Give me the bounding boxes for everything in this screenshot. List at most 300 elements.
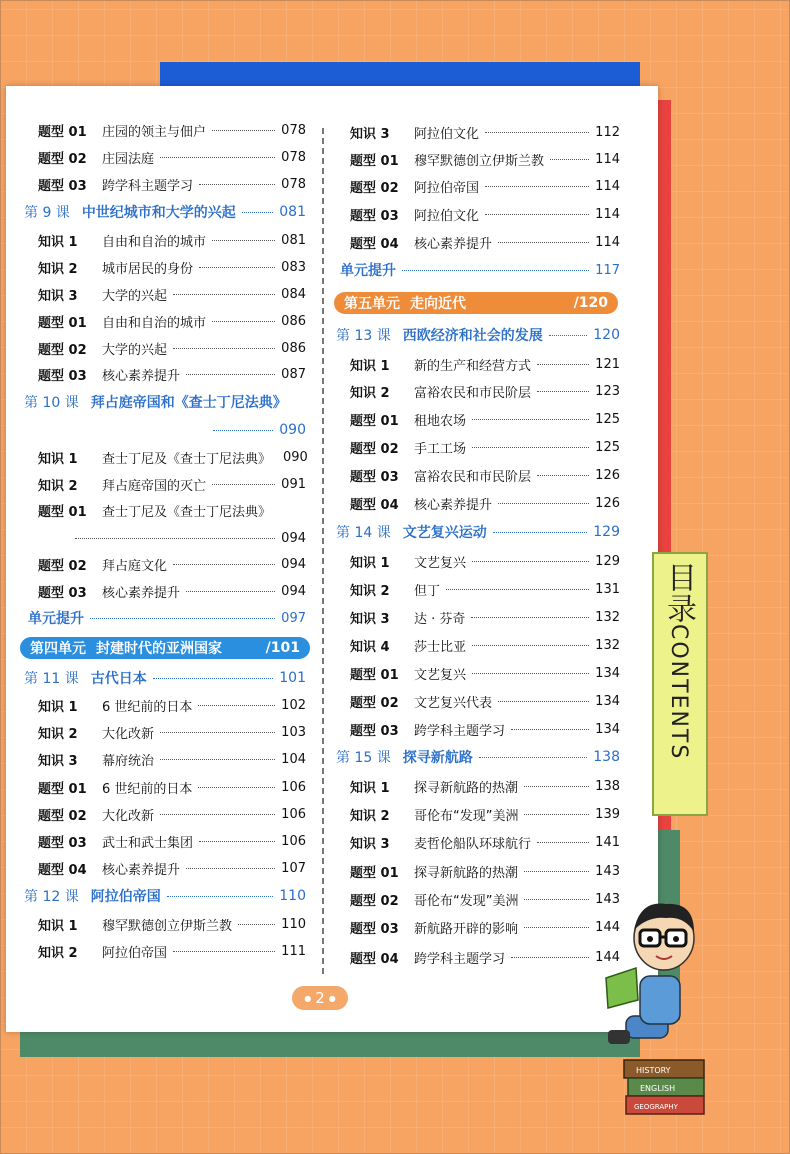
toc-leader-dots [167,896,274,897]
toc-leader-dots [485,132,589,133]
toc-entry [350,407,620,431]
toc-entry [350,774,620,798]
toc-leader-dots [472,447,589,448]
toc-page-number: 078 [281,149,306,165]
toc-entry-prefix: 题型 02 [38,808,87,824]
toc-entry [350,633,620,657]
toc-leader-dots [524,927,589,928]
unit-banner-label: 第五单元 [344,296,400,312]
toc-leader-dots [402,270,589,271]
toc-page-number: 139 [595,806,620,822]
toc-entry [350,352,620,376]
toc-page-number: 120 [593,327,620,343]
toc-page-number: 110 [279,888,306,904]
toc-entry [38,362,306,386]
toc-entry-prefix: 第 14 课 [336,525,391,541]
toc-entry [38,255,306,279]
toc-page-number: 087 [281,366,306,382]
toc-entry [350,859,620,883]
toc-entry [350,549,620,573]
toc-page-number: 103 [281,724,306,740]
toc-entry-title: 庄园法庭 [102,151,155,167]
toc-entry-prefix: 知识 2 [38,945,78,961]
toc-leader-dots [537,364,589,365]
toc-page-number: 112 [595,124,620,140]
toc-leader-dots [479,757,588,758]
toc-entry-prefix: 题型 03 [350,469,399,485]
toc-leader-dots [493,532,588,533]
toc-leader-dots [238,924,275,925]
toc-entry-prefix: 题型 02 [38,151,87,167]
toc-page-number: 090 [279,422,306,438]
toc-page-number: 114 [595,178,620,194]
toc-entry-prefix: 题型 01 [38,781,87,797]
toc-entry-prefix: 知识 1 [38,451,78,467]
toc-entry-title: 庄园的领主与佃户 [102,124,207,140]
toc-entry-title: 租地农场 [414,413,467,429]
unit-banner-page: /101 [265,640,300,656]
toc-page-number: 143 [595,891,620,907]
toc-leader-dots [472,673,589,674]
contents-cn: 目录 [661,562,696,624]
toc-leader-dots [186,374,275,375]
toc-continuation [24,418,306,442]
toc-leader-dots [160,732,275,733]
toc-leader-dots [537,842,589,843]
toc-entry [350,887,620,911]
toc-page-number: 132 [595,609,620,625]
toc-entry [38,693,306,717]
toc-entry-prefix: 第 11 课 [24,671,79,687]
toc-leader-dots [446,589,589,590]
toc-page-number: 138 [593,749,620,765]
toc-leader-dots [173,348,275,349]
toc-entry [38,912,306,936]
toc-entry-title: 核心素养提升 [102,585,181,601]
toc-entry-title: 拜占庭帝国的灭亡 [102,478,207,494]
toc-entry-title: 阿拉伯文化 [414,126,480,142]
toc-page-number: 117 [595,262,620,278]
toc-page-number: 114 [595,206,620,222]
toc-page-number: 101 [279,670,306,686]
toc-entry-prefix: 题型 03 [38,368,87,384]
toc-leader-dots [498,242,589,243]
toc-lesson [24,390,306,414]
toc-page-number: 106 [281,833,306,849]
toc-entry-title: 阿拉伯帝国 [102,945,168,961]
toc-entry-prefix: 知识 3 [350,836,390,852]
unit-banner-title: 走向近代 [410,296,466,312]
toc-entry [38,228,306,252]
toc-entry-title: 阿拉伯文化 [414,208,480,224]
toc-entry [38,802,306,826]
toc-leader-dots [173,294,275,295]
toc-entry-prefix: 题型 02 [350,695,399,711]
toc-page-number: 138 [595,778,620,794]
toc-entry-title: 新航路开辟的影响 [414,921,519,937]
page-number [292,986,348,1010]
book-3-label: GEOGRAPHY [634,1103,678,1111]
toc-page-number: 144 [595,919,620,935]
toc-page-number: 144 [595,949,620,965]
toc-entry [38,118,306,142]
toc-entry-title: 穆罕默德创立伊斯兰教 [414,153,545,169]
toc-entry [350,915,620,939]
toc-page-number: 090 [283,449,308,465]
toc-page-number: 097 [281,610,306,626]
toc-entry-title: 中世纪城市和大学的兴起 [81,205,236,221]
toc-entry-title: 古代日本 [90,671,147,687]
toc-entry-prefix: 题型 03 [350,208,399,224]
toc-entry [350,463,620,487]
toc-entry-title: 6 世纪前的日本 [102,781,193,797]
unit-banner [20,637,310,659]
toc-page-number: 111 [281,943,306,959]
toc-entry-title: 查士丁尼及《查士丁尼法典》 [102,451,272,467]
toc-entry [38,145,306,169]
toc-entry [350,945,620,969]
toc-page-number: 104 [281,751,306,767]
toc-entry-title: 自由和自治的城市 [102,234,207,250]
toc-leader-dots [549,335,588,336]
toc-page-number: 134 [595,721,620,737]
toc-entry-prefix: 题型 03 [350,723,399,739]
toc-unit-review [24,606,306,630]
toc-page-number: 141 [595,834,620,850]
toc-entry-title: 阿拉伯帝国 [90,889,161,905]
toc-entry [350,577,620,601]
toc-entry-prefix: 题型 03 [38,178,87,194]
toc-page-number: 126 [595,467,620,483]
toc-page-number: 132 [595,637,620,653]
toc-entry [38,579,306,603]
toc-entry [350,717,620,741]
toc-page-number: 094 [281,583,306,599]
toc-page-number: 078 [281,122,306,138]
contents-en: CONTENTS [666,624,691,761]
toc-leader-dots [537,475,589,476]
toc-entry-title: 哥伦布“发现”美洲 [414,808,519,824]
toc-entry-title: 文艺复兴 [414,555,467,571]
toc-leader-dots [471,617,589,618]
toc-entry-prefix: 知识 3 [38,288,78,304]
toc-page-number: 078 [281,176,306,192]
toc-lesson [336,520,620,544]
toc-leader-dots [212,484,275,485]
toc-leader-dots [511,729,589,730]
unit-banner [334,292,618,314]
toc-page-number: 126 [595,495,620,511]
boy-shoe [608,1030,630,1044]
toc-entry-title: 富裕农民和市民阶层 [414,385,532,401]
toc-leader-dots [472,645,589,646]
toc-entry-prefix: 知识 2 [38,478,78,494]
toc-entry [350,379,620,403]
toc-page-number: 131 [595,581,620,597]
toc-entry [350,147,620,171]
toc-entry-title: 麦哲伦船队环球航行 [414,836,532,852]
toc-entry-prefix: 知识 2 [350,385,390,401]
toc-leader-dots [212,321,275,322]
unit-banner-title: 封建时代的亚洲国家 [96,641,222,657]
toc-entry-prefix: 题型 04 [350,236,399,252]
toc-entry-title: 文艺复兴 [414,667,467,683]
toc-leader-dots [75,538,275,539]
toc-entry-title: 核心素养提升 [102,368,181,384]
toc-entry-prefix: 题型 02 [38,342,87,358]
toc-entry-title: 武士和武士集团 [102,835,194,851]
toc-page-number: 106 [281,806,306,822]
toc-entry-title: 文艺复兴代表 [414,695,493,711]
toc-leader-dots [550,159,589,160]
toc-entry-prefix: 知识 1 [38,918,78,934]
toc-entry-title: 阿拉伯帝国 [414,180,480,196]
toc-lesson [24,884,306,908]
toc-entry [350,830,620,854]
page-number-dot-left: ● [304,993,312,1003]
toc-leader-dots [173,564,275,565]
toc-entry [38,336,306,360]
toc-page-number: 094 [281,530,306,546]
eye-right [673,936,679,942]
eye-left [647,936,653,942]
toc-page-number: 083 [281,259,306,275]
toc-leader-dots [524,814,589,815]
toc-entry [350,120,620,144]
toc-entry [350,605,620,629]
toc-entry-title: 查士丁尼及《查士丁尼法典》 [102,504,272,520]
toc-entry [38,552,306,576]
toc-page-number: 125 [595,411,620,427]
toc-page-number: 081 [281,232,306,248]
toc-entry-title: 富裕农民和市民阶层 [414,469,532,485]
toc-entry [38,472,306,496]
toc-entry-prefix: 第 13 课 [336,328,391,344]
toc-entry [350,174,620,198]
toc-entry [38,498,306,522]
toc-leader-dots [160,759,275,760]
held-book [606,968,638,1008]
toc-page-number: 129 [593,524,620,540]
toc-entry-prefix: 题型 02 [350,180,399,196]
toc-entry-title: 幕府统治 [102,753,155,769]
toc-entry-prefix: 知识 3 [350,126,390,142]
toc-entry-title: 达 · 芬奇 [414,611,466,627]
toc-entry [350,802,620,826]
toc-continuation [24,526,306,550]
toc-entry-title: 单元提升 [28,611,84,627]
toc-leader-dots [485,186,589,187]
toc-leader-dots [153,678,274,679]
toc-entry [350,202,620,226]
toc-entry-title: 自由和自治的城市 [102,315,207,331]
toc-entry [38,747,306,771]
toc-entry-title: 但丁 [414,583,441,599]
toc-page-number: 086 [281,340,306,356]
book-1-label: HISTORY [636,1066,671,1075]
toc-entry-title: 哥伦布“发现”美洲 [414,893,519,909]
toc-entry-prefix: 知识 2 [350,808,390,824]
toc-entry-prefix: 第 10 课 [24,395,79,411]
toc-entry-title: 新的生产和经营方式 [414,358,532,374]
toc-page-number: 143 [595,863,620,879]
toc-entry-prefix: 知识 1 [350,780,390,796]
toc-page-number: 091 [281,476,306,492]
toc-entry-prefix: 题型 03 [38,835,87,851]
toc-page-number: 081 [279,204,306,220]
toc-entry-title: 拜占庭文化 [102,558,168,574]
toc-page-number: 121 [595,356,620,372]
toc-leader-dots [160,814,275,815]
toc-entry-prefix: 题型 01 [350,153,399,169]
toc-entry-prefix: 知识 3 [38,753,78,769]
toc-page-number: 129 [595,553,620,569]
toc-page-number: 084 [281,286,306,302]
toc-leader-dots [212,240,275,241]
toc-entry-prefix: 知识 1 [38,699,78,715]
toc-entry-prefix: 知识 3 [350,611,390,627]
toc-leader-dots [242,212,273,213]
toc-leader-dots [212,130,275,131]
toc-entry-title: 核心素养提升 [414,497,493,513]
toc-page-number: 102 [281,697,306,713]
contents-tab-label [660,562,700,760]
unit-banner-page: /120 [573,295,608,311]
toc-leader-dots [511,957,589,958]
toc-entry-title: 探寻新航路 [402,750,473,766]
toc-leader-dots [198,705,275,706]
toc-entry-prefix: 知识 1 [38,234,78,250]
toc-page-number: 110 [281,916,306,932]
toc-leader-dots [472,561,589,562]
toc-leader-dots [186,591,275,592]
toc-entry-title: 莎士比亚 [414,639,467,655]
toc-entry-prefix: 题型 02 [38,558,87,574]
toc-leader-dots [199,267,275,268]
book-2-label: ENGLISH [640,1084,676,1093]
toc-entry-title: 6 世纪前的日本 [102,699,193,715]
toc-entry [350,435,620,459]
toc-page-number: 114 [595,234,620,250]
toc-entry-prefix: 题型 02 [350,441,399,457]
boy-body [640,976,680,1024]
toc-entry-title: 跨学科主题学习 [414,723,506,739]
toc-leader-dots [524,899,589,900]
toc-lesson [336,323,620,347]
toc-leader-dots [498,701,589,702]
toc-entry-prefix: 题型 03 [38,585,87,601]
toc-lesson [336,745,620,769]
toc-entry-title: 拜占庭帝国和《查士丁尼法典》 [90,395,287,411]
toc-leader-dots [524,786,589,787]
toc-entry-title: 文艺复兴运动 [402,525,487,541]
toc-entry-prefix: 题型 04 [38,862,87,878]
toc-leader-dots [198,787,275,788]
toc-entry [350,661,620,685]
toc-entry [38,775,306,799]
toc-entry-title: 手工工场 [414,441,467,457]
toc-leader-dots [160,157,275,158]
toc-unit-review [336,258,620,282]
toc-page-number: 125 [595,439,620,455]
unit-banner-label: 第四单元 [30,641,86,657]
page-number-value: 2 [315,989,325,1007]
toc-entry-title: 核心素养提升 [102,862,181,878]
toc-entry-title: 探寻新航路的热潮 [414,780,519,796]
toc-leader-dots [199,184,275,185]
toc-entry-title: 跨学科主题学习 [414,951,506,967]
toc-entry-prefix: 第 12 课 [24,889,79,905]
toc-entry-prefix: 题型 01 [38,315,87,331]
toc-leader-dots [537,391,589,392]
toc-page-number: 114 [595,151,620,167]
toc-entry-prefix: 知识 4 [350,639,390,655]
toc-page-number: 134 [595,665,620,681]
toc-entry [350,491,620,515]
toc-entry-title: 大化改新 [102,726,155,742]
toc-entry-prefix: 知识 2 [38,726,78,742]
toc-lesson [24,666,306,690]
toc-entry-title: 大化改新 [102,808,155,824]
toc-entry-title: 大学的兴起 [102,288,168,304]
toc-entry [38,720,306,744]
toc-page-number: 107 [281,860,306,876]
toc-entry [38,939,306,963]
toc-page-number: 086 [281,313,306,329]
toc-entry-prefix: 题型 01 [38,124,87,140]
toc-entry-title: 探寻新航路的热潮 [414,865,519,881]
toc-leader-dots [186,868,275,869]
toc-entry [38,829,306,853]
toc-leader-dots [485,214,589,215]
toc-lesson [24,200,306,224]
toc-entry-prefix: 知识 1 [350,555,390,571]
toc-entry [38,282,306,306]
toc-entry [350,230,620,254]
toc-entry-prefix: 题型 01 [38,504,87,520]
toc-entry-title: 单元提升 [340,263,396,279]
toc-page-number: 106 [281,779,306,795]
toc-leader-dots [472,419,589,420]
toc-entry [38,445,306,469]
toc-entry-prefix: 知识 2 [350,583,390,599]
toc-entry-prefix: 知识 2 [38,261,78,277]
cartoon-boy-illustration [596,890,726,1130]
toc-entry-title: 大学的兴起 [102,342,168,358]
toc-entry-prefix: 题型 03 [350,921,399,937]
toc-entry-prefix: 题型 01 [350,667,399,683]
toc-page-number: 134 [595,693,620,709]
toc-entry-prefix: 题型 01 [350,865,399,881]
toc-entry-title: 穆罕默德创立伊斯兰教 [102,918,233,934]
toc-entry-title: 核心素养提升 [414,236,493,252]
toc-entry-prefix: 题型 02 [350,893,399,909]
page-number-dot-right: ● [328,993,336,1003]
toc-entry [38,856,306,880]
toc-entry [350,689,620,713]
toc-page-number: 094 [281,556,306,572]
toc-entry-prefix: 知识 1 [350,358,390,374]
toc-entry-title: 跨学科主题学习 [102,178,194,194]
toc-entry-prefix: 题型 01 [350,413,399,429]
toc-entry-title: 城市居民的身份 [102,261,194,277]
toc-entry-prefix: 第 15 课 [336,750,391,766]
toc-leader-dots [524,871,589,872]
toc-leader-dots [90,618,275,619]
toc-leader-dots [498,503,589,504]
toc-entry-prefix: 题型 04 [350,951,399,967]
toc-entry [38,309,306,333]
